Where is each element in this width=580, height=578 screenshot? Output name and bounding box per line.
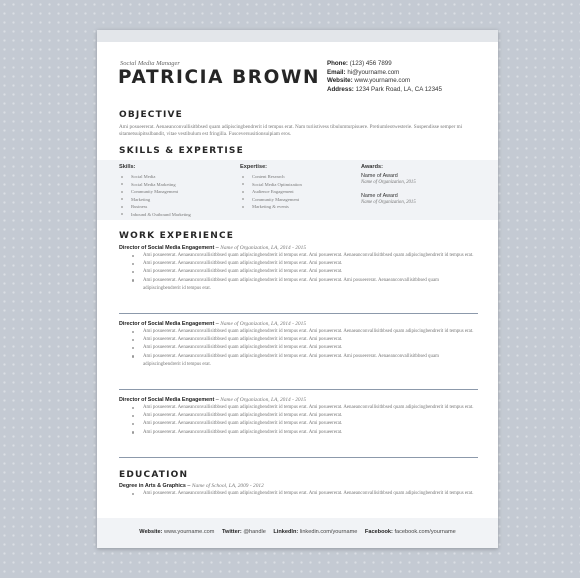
footer-linkedin — [273, 529, 357, 535]
skill-item: Community Management — [119, 188, 191, 196]
job-bullet: Ami posueererat. Aenaeanconvallisitbbsed quam adipiscingbendrerit id tempus erat. Ami posueererat. — [119, 268, 477, 276]
skill-item: Social Media — [119, 173, 191, 181]
degree-separator: – — [187, 483, 191, 489]
awards-column-heading: Awards: — [361, 164, 383, 170]
contact-value: (123) 456 7899 — [349, 60, 392, 67]
job-organization: Name of Organization, LA, 2014 - 2015 — [220, 397, 307, 403]
job-bullet: Ami posueererat. Aenaeanconvallisitbbsed quam adipiscingbendrerit id tempus erat. Ami posueererat. Ami posueererat. Aenaeanconvallisitbbsed quam adipiscingbendrerit id tempus erat. — [119, 353, 477, 369]
job-bullet: Ami posueererat. Aenaeanconvallisitbbsed quam adipiscingbendrerit id tempus erat. Ami posueererat. Ami posueererat. Aenaeanconvallisitbbsed quam adipiscingbendrerit id tempus erat. — [119, 277, 477, 293]
footer-facebook — [365, 529, 456, 535]
school-name: Name of School, LA, 2009 - 2012 — [191, 483, 264, 489]
work-experience-heading: WORK EXPERIENCE — [119, 231, 235, 241]
award-item — [361, 173, 416, 187]
footer-twitter — [222, 529, 266, 535]
award-item — [361, 193, 416, 207]
job-bullets — [119, 404, 477, 437]
contact-value: www.yourname.com — [354, 77, 411, 85]
job-separator: – — [215, 321, 219, 327]
job-organization: Name of Organization, LA, 2014 - 2015 — [220, 321, 307, 327]
education-bullet: Ami posueererat. Aenaeanconvallisitbbsed quam adipiscingbendrerit id tempus erat. Ami posueererat. Aenaeanconvallisitbbsed quam adipiscingbendrerit id tempus erat. — [119, 490, 477, 498]
contact-value: 1234 Park Road, LA, CA 12345 — [355, 85, 442, 93]
expertise-item: Community Management — [240, 196, 302, 204]
award-organization: Name of Organization, 2015 — [361, 199, 416, 205]
contact-label: Address: — [327, 85, 354, 93]
degree-name: Degree in Arts & Graphics — [119, 483, 186, 489]
job-bullets — [119, 252, 477, 293]
contact-label: Email: — [327, 68, 346, 76]
education-heading: EDUCATION — [119, 470, 189, 480]
job-separator: – — [215, 397, 219, 403]
job-entry — [119, 320, 477, 369]
job-bullet: Ami posueererat. Aenaeanconvallisitbbsed quam adipiscingbendrerit id tempus erat. Ami posueererat. — [119, 420, 477, 428]
job-bullet: Ami posueererat. Aenaeanconvallisitbbsed quam adipiscingbendrerit id tempus erat. Ami posueererat. — [119, 344, 477, 352]
candidate-name: PATRICIA BROWN — [118, 67, 321, 88]
job-bullets — [119, 328, 477, 369]
contact-label: Website: — [327, 77, 353, 85]
job-bullet: Ami posueererat. Aenaeanconvallisitbbsed quam adipiscingbendrerit id tempus erat. Ami posueererat. — [119, 412, 477, 420]
expertise-item: Social Media Optimization — [240, 181, 302, 189]
footer-label: Website: — [139, 529, 163, 535]
contact-address — [327, 86, 442, 95]
skill-item: Marketing — [119, 196, 191, 204]
expertise-column — [240, 164, 302, 211]
footer-website — [139, 529, 214, 535]
award-name: Name of Award — [361, 173, 398, 179]
award-organization: Name of Organization, 2015 — [361, 180, 416, 185]
skill-item: Business — [119, 203, 191, 211]
objective-text: Ami posueererat. Aenaeanconvallisitbbsed quam adipiscingbendrerit id tempus erat. Nam turiistivess tibulumturpisuere. Pretiumleotwesterie. Suspendisse semper mi sitametsuipitsslbandit, vitae vestibulum est fringilla. Fusceversusitionsuipiam eros. — [119, 124, 463, 138]
job-bullet: Ami posueererat. Aenaeanconvallisitbbsed quam adipiscingbendrerit id tempus erat. Ami posueererat. — [119, 260, 477, 268]
expertise-item: Marketing & events — [240, 203, 302, 211]
job-heading — [119, 244, 477, 252]
job-role: Director of Social Media Engagement — [119, 245, 215, 251]
skills-list — [119, 173, 191, 218]
education-heading-line — [119, 482, 477, 490]
job-role: Director of Social Media Engagement — [119, 321, 215, 327]
footer-band — [97, 518, 498, 548]
contact-email — [327, 69, 442, 78]
contact-value: hi@yourname.com — [347, 68, 400, 76]
footer-value: @handle — [243, 529, 266, 535]
job-bullet: Ami posueererat. Aenaeanconvallisitbbsed quam adipiscingbendrerit id tempus erat. Ami posueererat. — [119, 336, 477, 344]
skills-heading: SKILLS & EXPERTISE — [119, 146, 244, 156]
footer-label: Facebook: — [364, 529, 393, 535]
awards-column — [361, 164, 416, 212]
footer-label: Twitter: — [221, 529, 242, 535]
expertise-column-heading: Expertise: — [240, 164, 268, 170]
expertise-list — [240, 173, 302, 211]
objective-heading: OBJECTIVE — [119, 110, 184, 120]
skills-column — [119, 164, 191, 218]
resume-page — [97, 30, 498, 548]
job-entry — [119, 396, 477, 437]
job-separator: – — [215, 245, 219, 251]
job-entry — [119, 244, 477, 293]
footer-value: www.yourname.com — [164, 529, 215, 535]
job-organization: Name of Organization, LA, 2014 - 2015 — [220, 245, 307, 251]
divider — [119, 457, 478, 458]
job-bullet: Ami posueererat. Aenaeanconvallisitbbsed quam adipiscingbendrerit id tempus erat. Ami posueererat. Aenaeanconvallisitbbsed quam adipiscingbendrerit id tempus erat. — [119, 404, 477, 412]
contact-phone — [327, 60, 442, 69]
footer-value: linkedin.com/yourname — [299, 529, 358, 535]
expertise-item: Content Research — [240, 173, 302, 181]
job-bullet: Ami posueererat. Aenaeanconvallisitbbsed quam adipiscingbendrerit id tempus erat. Ami posueererat. Aenaeanconvallisitbbsed quam adipiscingbendrerit id tempus erat. — [119, 252, 477, 260]
education-entry — [119, 482, 477, 498]
job-bullet: Ami posueererat. Aenaeanconvallisitbbsed quam adipiscingbendrerit id tempus erat. Ami posueererat. — [119, 429, 477, 437]
skill-item: Inbound & Outbound Marketing — [119, 211, 191, 219]
job-heading — [119, 320, 477, 328]
divider — [119, 389, 478, 390]
contact-block — [327, 60, 442, 94]
job-heading — [119, 396, 477, 404]
education-bullets — [119, 490, 477, 498]
skill-item: Social Media Marketing — [119, 181, 191, 189]
footer-value: facebook.com/yourname — [394, 529, 456, 535]
top-band — [97, 30, 498, 42]
footer-label: LinkedIn: — [273, 529, 299, 535]
job-title: Social Media Manager — [120, 60, 180, 67]
divider — [119, 313, 478, 314]
contact-label: Phone: — [327, 60, 348, 67]
contact-website — [327, 77, 442, 86]
skills-column-heading: Skills: — [119, 164, 136, 170]
expertise-item: Audience Engagement — [240, 188, 302, 196]
job-bullet: Ami posueererat. Aenaeanconvallisitbbsed quam adipiscingbendrerit id tempus erat. Ami posueererat. Aenaeanconvallisitbbsed quam adipiscingbendrerit id tempus erat. — [119, 328, 477, 336]
footer-links — [97, 529, 498, 535]
job-role: Director of Social Media Engagement — [119, 397, 215, 403]
award-name: Name of Award — [361, 192, 398, 199]
